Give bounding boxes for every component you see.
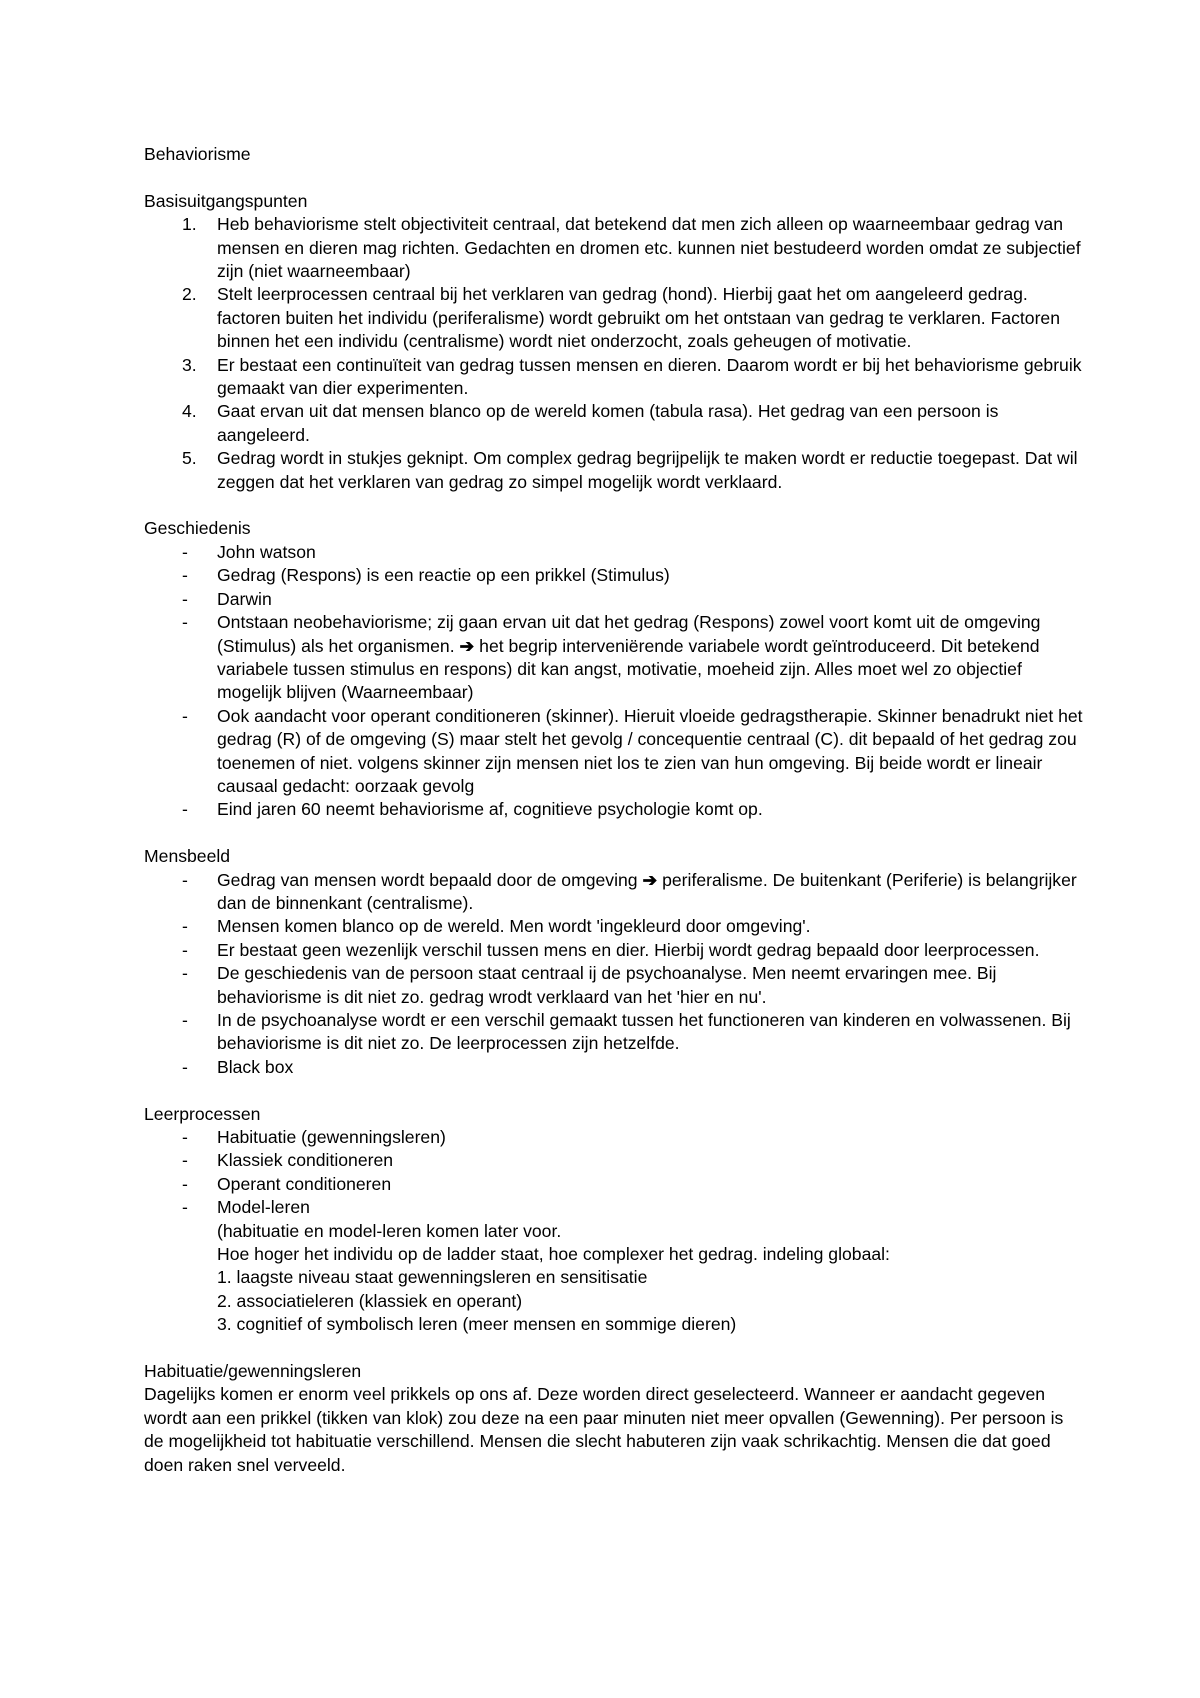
list-item: [144, 1056, 1084, 1079]
list-number: 1.: [182, 214, 197, 235]
list-item: [144, 869, 1084, 916]
list-item-text: Operant conditioneren: [217, 1173, 392, 1194]
list-item-text: Heb behaviorisme stelt objectiviteit centraal, dat betekend dat men zich alleen op waarneembaar gedrag van mensen en dieren mag richten. Gedachten en dromen etc. kunnen niet bestudeerd worden omdat ze subjectief zijn (niet waarneembaar): [217, 214, 1081, 282]
sub-line: 2. associatieleren (klassiek en operant): [217, 1290, 523, 1311]
section-heading: Mensbeeld: [144, 846, 231, 867]
dash-bullet: -: [182, 1150, 188, 1171]
list-item-text: Er bestaat een continuïteit van gedrag tussen mensen en dieren. Daarom wordt er bij het behaviorisme gebruik gemaakt van dier experimenten.: [217, 354, 1082, 399]
list-item-text: Gedrag (Respons) is een reactie op een prikkel (Stimulus): [217, 565, 670, 586]
list-item-text: In de psychoanalyse wordt er een verschil gemaakt tussen het functioneren van kinderen en volwassenen. Bij behaviorisme is dit niet zo. De leerprocessen zijn hetzelfde.: [217, 1009, 1071, 1054]
bullet-list: [144, 541, 1084, 822]
numbered-list: [144, 213, 1084, 494]
dash-bullet: -: [182, 588, 188, 609]
list-item: [144, 283, 1084, 353]
section-heading: Basisuitgangspunten: [144, 190, 308, 211]
dash-bullet: -: [182, 1197, 188, 1218]
list-item-text: Darwin: [217, 588, 272, 609]
list-item-text: Gaat ervan uit dat mensen blanco op de wereld komen (tabula rasa). Het gedrag van een persoon is aangeleerd.: [217, 401, 999, 445]
list-item: [144, 915, 1084, 938]
list-item-text: periferalisme. De buitenkant (Periferie) is belangrijker dan de binnenkant (centralisme).: [217, 869, 1077, 913]
list-item-text: Ook aandacht voor operant conditioneren (skinner). Hieruit vloeide gedragstherapie. Skinner benadrukt niet het gedrag (R) of de omgeving (S) maar stelt het gevolg / concequentie centraal (C). dit bepaald of het gedrag zou toenemen of niet. volgens skinner zijn mensen niet los te zien van hun omgeving. Bij beide wordt er lineair causaal gedacht: oorzaak gevolg: [217, 705, 1083, 796]
list-item: [144, 213, 1084, 283]
right-arrow-icon: ➔: [642, 869, 658, 890]
list-item: [144, 798, 1084, 821]
section-habituatie: [144, 1360, 1084, 1477]
dash-bullet: -: [182, 963, 188, 984]
section-heading: Geschiedenis: [144, 518, 251, 539]
list-item-text: Mensen komen blanco op de wereld. Men wordt 'ingekleurd door omgeving'.: [217, 916, 811, 937]
section-geschiedenis: [144, 517, 1084, 821]
list-item: [144, 1196, 1084, 1219]
dash-bullet: -: [182, 1009, 188, 1030]
list-item: [144, 962, 1084, 1009]
dash-bullet: -: [182, 565, 188, 586]
document-title: Behaviorisme: [144, 144, 251, 164]
section-basisuitgangspunten: [144, 190, 1084, 494]
sub-line: 3. cognitief of symbolisch leren (meer mensen en sommige dieren): [217, 1314, 737, 1335]
bullet-list: [144, 1126, 1084, 1220]
dash-bullet: -: [182, 705, 188, 726]
list-item-text: Habituatie (gewenningsleren): [217, 1127, 446, 1147]
dash-bullet: -: [182, 612, 188, 633]
list-item-text: Model-leren: [217, 1197, 310, 1218]
body-paragraph: Dagelijks komen er enorm veel prikkels op ons af. Deze worden direct geselecteerd. Wanneer er aandacht gegeven wordt aan een prikkel (tikken van klok) zou deze na een paar minuten niet meer opvallen (Gewenning). Per persoon is de mogelijkheid tot habituatie verschillend. Mensen die slecht habuteren zijn vaak schrikachtig. Mensen die dat goed doen raken snel verveeld.: [144, 1384, 1064, 1475]
list-item: [144, 588, 1084, 611]
list-item-text: Ontstaan neobehaviorisme; zij gaan ervan uit dat het gedrag (Respons) zowel voort komt uit de omgeving (Stimulus) als het organismen.: [217, 612, 1041, 656]
list-item: [144, 1149, 1084, 1172]
document-page: [144, 143, 1084, 1477]
list-item-text: Klassiek conditioneren: [217, 1150, 394, 1171]
list-item-text: Stelt leerprocessen centraal bij het verklaren van gedrag (hond). Hierbij gaat het om aangeleerd gedrag. factoren buiten het individu (periferalisme) wordt gebruikt om het ontstaan van gedrag te verklaren. Factoren binnen het een individu (centralisme) wordt niet onderzocht, zoals geheugen of motivatie.: [217, 284, 1060, 352]
list-item: [144, 354, 1084, 401]
dash-bullet: -: [182, 799, 188, 820]
dash-bullet: -: [182, 1056, 188, 1077]
list-item: [144, 400, 1084, 447]
list-item-text: Eind jaren 60 neemt behaviorisme af, cognitieve psychologie komt op.: [217, 799, 763, 820]
list-item-text: Gedrag van mensen wordt bepaald door de omgeving: [217, 869, 638, 890]
list-item: [144, 1126, 1084, 1149]
list-item-text: Black box: [217, 1056, 294, 1077]
section-heading: Leerprocessen: [144, 1103, 261, 1124]
list-number: 5.: [182, 448, 197, 469]
list-item: [144, 939, 1084, 962]
list-item-text: Gedrag wordt in stukjes geknipt. Om complex gedrag begrijpelijk te maken wordt er reductie toegepast. Dat wil zeggen dat het verklaren van gedrag zo simpel mogelijk wordt verklaard.: [217, 448, 1078, 492]
list-item: [144, 541, 1084, 564]
dash-bullet: -: [182, 1173, 188, 1194]
list-item: [144, 611, 1084, 705]
bullet-list: [144, 869, 1084, 1080]
section-leerprocessen: [144, 1103, 1084, 1337]
section-heading: Habituatie/gewenningsleren: [144, 1361, 362, 1382]
dash-bullet: -: [182, 541, 188, 562]
list-item-text: Er bestaat geen wezenlijk verschil tussen mens en dier. Hierbij wordt gedrag bepaald door leerprocessen.: [217, 939, 1040, 960]
list-item: [144, 564, 1084, 587]
sub-line: 1. laagste niveau staat gewenningsleren en sensitisatie: [217, 1267, 648, 1288]
list-number: 3.: [182, 354, 197, 375]
list-item: [144, 447, 1084, 494]
sub-line: Hoe hoger het individu op de ladder staat, hoe complexer het gedrag. indeling globaal:: [217, 1244, 890, 1265]
section-mensbeeld: [144, 845, 1084, 1079]
sub-line: (habituatie en model-leren komen later voor.: [217, 1220, 562, 1241]
dash-bullet: -: [182, 1127, 188, 1147]
list-item: [144, 705, 1084, 799]
list-item-text: het begrip interveniërende variabele wordt geïntroduceerd. Dit betekend variabele tussen stimulus en respons) dit kan angst, motivatie, moeheid zijn. Alles moet wel zo objectief mogelijk blijven (Waarneembaar): [217, 635, 1040, 703]
dash-bullet: -: [182, 869, 188, 890]
dash-bullet: -: [182, 939, 188, 960]
dash-bullet: -: [182, 916, 188, 937]
list-item: [144, 1009, 1084, 1056]
list-item-text: John watson: [217, 541, 316, 562]
list-number: 4.: [182, 401, 197, 422]
list-number: 2.: [182, 284, 197, 305]
list-item-text: De geschiedenis van de persoon staat centraal ij de psychoanalyse. Men neemt ervaringen mee. Bij behaviorisme is dit niet zo. gedrag wrodt verklaard van het 'hier en nu'.: [217, 963, 997, 1007]
right-arrow-icon: ➔: [459, 635, 475, 656]
list-item: [144, 1173, 1084, 1196]
